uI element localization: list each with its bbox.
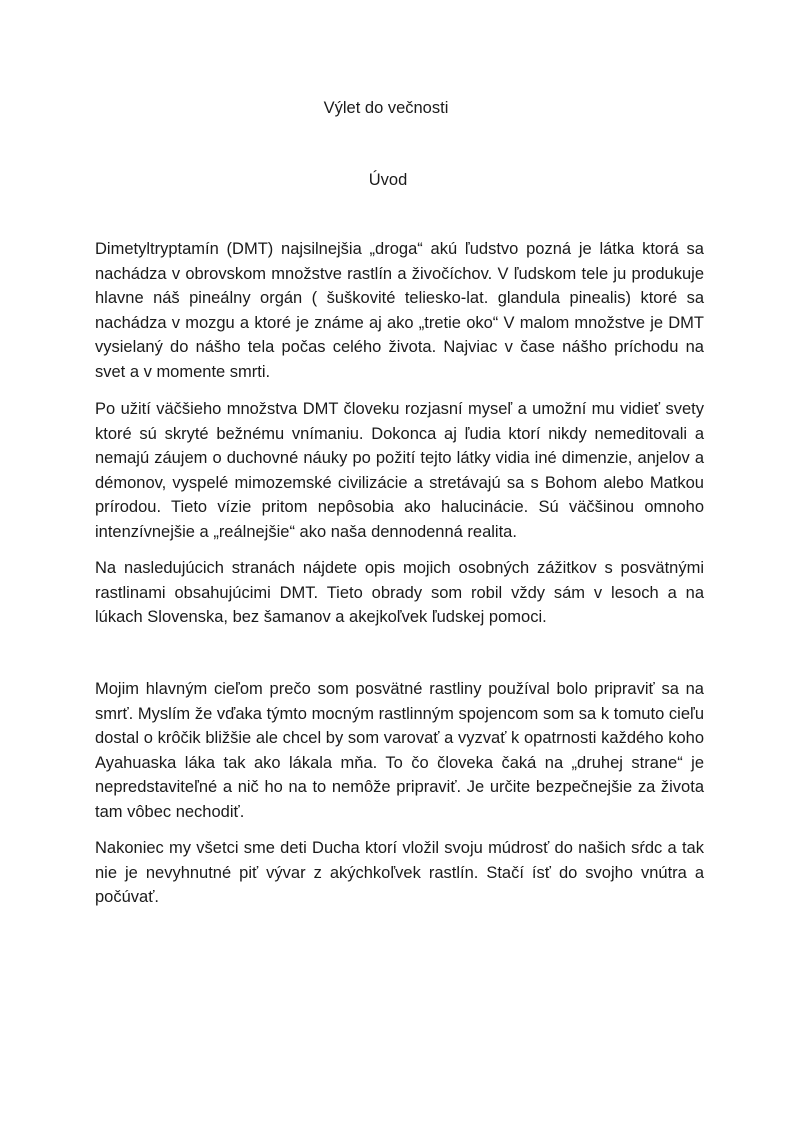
- paragraph-2: Po užití väčšieho množstva DMT človeku rozjasní myseľ a umožní mu vidieť svety ktoré sú skryté bežnému vnímaniu. Dokonca aj ľudia ktorí nikdy nemeditovali a nemajú záujem o duchovné náuky po požití tejto látky vidia iné dimenzie, anjelov a démonov, vyspelé mimozemské civilizácie a stretávajú sa s Bohom alebo Matkou prírodou. Tieto vízie pritom nepôsobia ako halucinácie. Sú väčšinou omnoho intenzívnejšie a „reálnejšie“ ako naša dennodenná realita.: [95, 400, 704, 541]
- paragraph-4: Mojim hlavným cieľom prečo som posvätné rastliny používal bolo pripraviť sa na smrť. Myslím že vďaka týmto mocným rastlinným spojencom som sa k tomuto cieľu dostal o krôčik bližšie ale chcel by som varovať a vyzvať k opatrnosti každého koho Ayahuaska láka tak ako lákala mňa. To čo človeka čaká na „druhej strane“ je nepredstaviteľné a nič ho na to nemôže pripraviť. Je určite bezpečnejšie za života tam vôbec nechodiť.: [95, 680, 704, 821]
- paragraph-3: Na nasledujúcich stranách nájdete opis mojich osobných zážitkov s posvätnými rastlinami obsahujúcimi DMT. Tieto obrady som robil vždy sám v lesoch a na lúkach Slovenska, bez šamanov a akejkoľvek ľudskej pomoci.: [95, 559, 704, 627]
- paragraph-1: Dimetyltryptamín (DMT) najsilnejšia „droga“ akú ľudstvo pozná je látka ktorá sa nachádza v obrovskom množstve rastlín a živočíchov. V ľudskom tele ju produkuje hlavne náš pineálny orgán ( šuškovité teliesko-lat. glandula pinealis) ktoré sa nachádza v mozgu a ktoré je známe aj ako „tretie oko“ V malom množstve je DMT vysielaný do nášho tela počas celého života. Najviac v čase nášho príchodu na svet a v momente smrti.: [95, 240, 704, 381]
- paragraph-5: Nakoniec my všetci sme deti Ducha ktorí vložil svoju múdrosť do našich sŕdc a tak nie je nevyhnutné piť vývar z akýchkoľvek rastlín. Stačí ísť do svojho vnútra a počúvať.: [95, 839, 704, 907]
- document-title: Výlet do večnosti: [323, 99, 449, 117]
- section-heading: Úvod: [368, 171, 408, 189]
